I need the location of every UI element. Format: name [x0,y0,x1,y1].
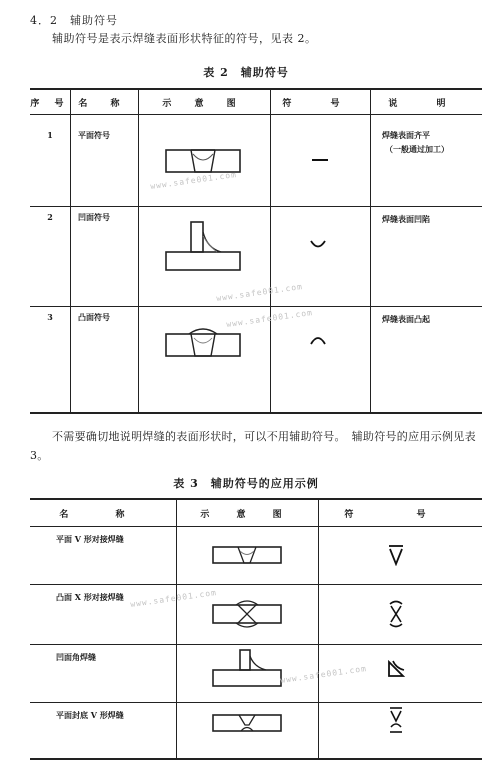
watermark: www.safe001.com [279,663,368,686]
watermark: www.safe001.com [149,169,238,192]
table2-row3-name: 凸面符号 [78,312,110,322]
table3-row3-name: 凹面角焊缝 [56,652,96,662]
table3-row1-name: 平面 V 形对接焊缝 [56,534,124,544]
section-heading: 4．2 辅助符号 [30,14,118,27]
concave-fillet-weld-symbol-icon [386,660,406,678]
table2-row1-desc-line1: 焊缝表面齐平 [382,130,430,140]
concave-fillet-weld-diagram [212,648,282,688]
convex-x-butt-weld-diagram [212,598,282,630]
section-intro: 辅助符号是表示焊缝表面形状特征的符号，见表 2。 [52,32,317,45]
body-paragraph: 不需要确切地说明焊缝的表面形状时，可以不用辅助符号。 辅助符号的应用示例见表 3。 [30,430,476,462]
concave-arc-symbol-icon [308,238,328,250]
table2-row3-no: 3 [47,312,53,322]
table3-header-symbol: 符 号 [344,510,456,520]
flat-backing-v-weld-diagram [212,712,282,734]
table2-row1-desc-line2: （一般通过加工） [385,144,449,154]
table2-row1-no: 1 [47,130,53,140]
convex-x-butt-weld-symbol-icon [388,600,404,628]
table2-row2-no: 2 [47,212,53,222]
table2-header-no: 序 号 [30,99,70,109]
table3-header-diagram: 示 意 图 [200,510,294,520]
table2-row3-desc: 焊缝表面凸起 [382,314,430,324]
table2-header-name: 名 称 [78,99,130,109]
watermark: www.safe001.com [225,307,314,330]
watermark: www.safe001.com [129,587,218,610]
table2-row2-desc: 焊缝表面凹陷 [382,214,430,224]
table3 [30,498,482,760]
table2-caption: 表 2 辅助符号 [203,66,289,79]
table3-caption: 表 3 辅助符号的应用示例 [173,477,319,490]
flat-v-butt-weld-symbol-icon [388,544,404,566]
concave-fillet-diagram [165,220,241,272]
table2-row1-name: 平面符号 [78,130,110,140]
table2-row2-name: 凹面符号 [78,212,110,222]
table3-row2-name: 凸面 X 形对接焊缝 [56,592,124,602]
table2-header-symbol: 符 号 [282,99,358,109]
flat-v-butt-weld-diagram [212,544,282,566]
flat-backing-v-weld-symbol-icon [388,706,404,736]
convex-arc-symbol-icon [308,334,328,346]
flat-line-symbol-icon [310,156,330,164]
table3-row4-name: 平面封底 V 形焊缝 [56,710,124,720]
convex-weld-diagram [165,326,241,360]
watermark: www.safe001.com [215,281,304,304]
table2 [30,88,482,414]
table2-header-diagram: 示 意 图 [162,99,246,109]
table3-header-name: 名 称 [59,510,147,520]
table2-header-desc: 说 明 [388,99,464,109]
